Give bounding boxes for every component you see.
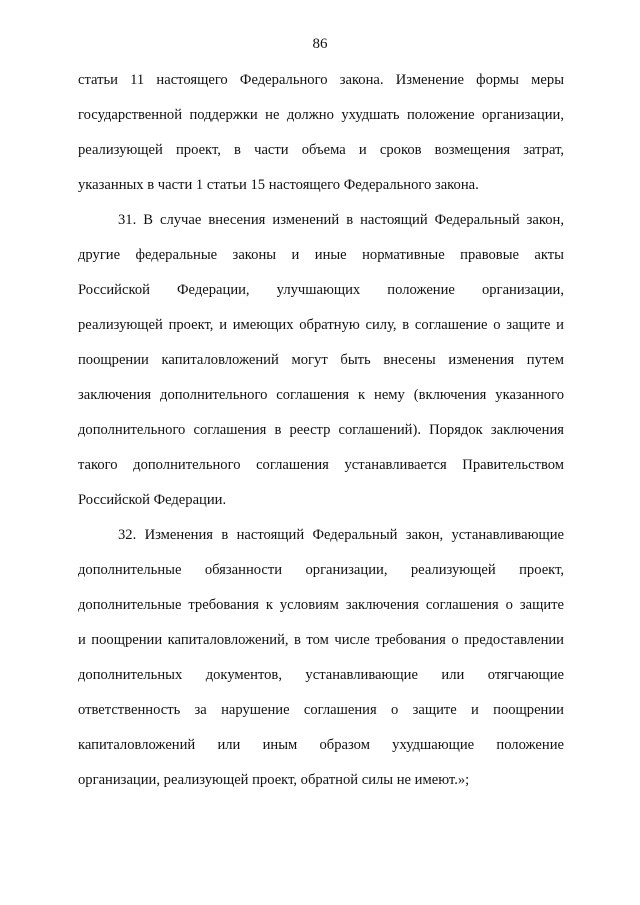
text-line: ответственность за нарушение соглашения о защите и поощрении [78, 702, 564, 718]
text-line: Российской Федерации, улучшающих положение организации, [78, 282, 564, 298]
text-line: другие федеральные законы и иные нормативные правовые акты [78, 247, 564, 263]
text-line: 31. В случае внесения изменений в настоящий Федеральный закон, [118, 212, 564, 228]
page-number: 86 [312, 36, 328, 52]
text-line: дополнительные требования к условиям заключения соглашения о защите [78, 597, 564, 613]
text-line: статьи 11 настоящего Федерального закона. Изменение формы меры [78, 72, 564, 88]
text-line: такого дополнительного соглашения устанавливается Правительством [78, 457, 564, 473]
text-line: реализующей проект, и имеющих обратную силу, в соглашение о защите и [78, 317, 564, 333]
text-line: заключения дополнительного соглашения к нему (включения указанного [78, 387, 564, 403]
text-line: организации, реализующей проект, обратной силы не имеют.»; [78, 772, 470, 788]
text-line: 32. Изменения в настоящий Федеральный закон, устанавливающие [118, 527, 564, 543]
text-line: дополнительных документов, устанавливающие или отягчающие [78, 667, 564, 683]
text-line: Российской Федерации. [78, 492, 227, 508]
text-line: реализующей проект, в части объема и сроков возмещения затрат, [78, 142, 564, 158]
text-line: дополнительного соглашения в реестр соглашений). Порядок заключения [78, 422, 564, 438]
text-line: и поощрении капиталовложений, в том числе требования о предоставлении [78, 632, 564, 648]
text-line: поощрении капиталовложений могут быть внесены изменения путем [78, 352, 564, 368]
text-line: капиталовложений или иным образом ухудшающие положение [78, 737, 564, 753]
text-line: дополнительные обязанности организации, реализующей проект, [78, 562, 564, 578]
text-line: указанных в части 1 статьи 15 настоящего Федерального закона. [78, 177, 479, 193]
text-line: государственной поддержки не должно ухудшать положение организации, [78, 107, 564, 123]
